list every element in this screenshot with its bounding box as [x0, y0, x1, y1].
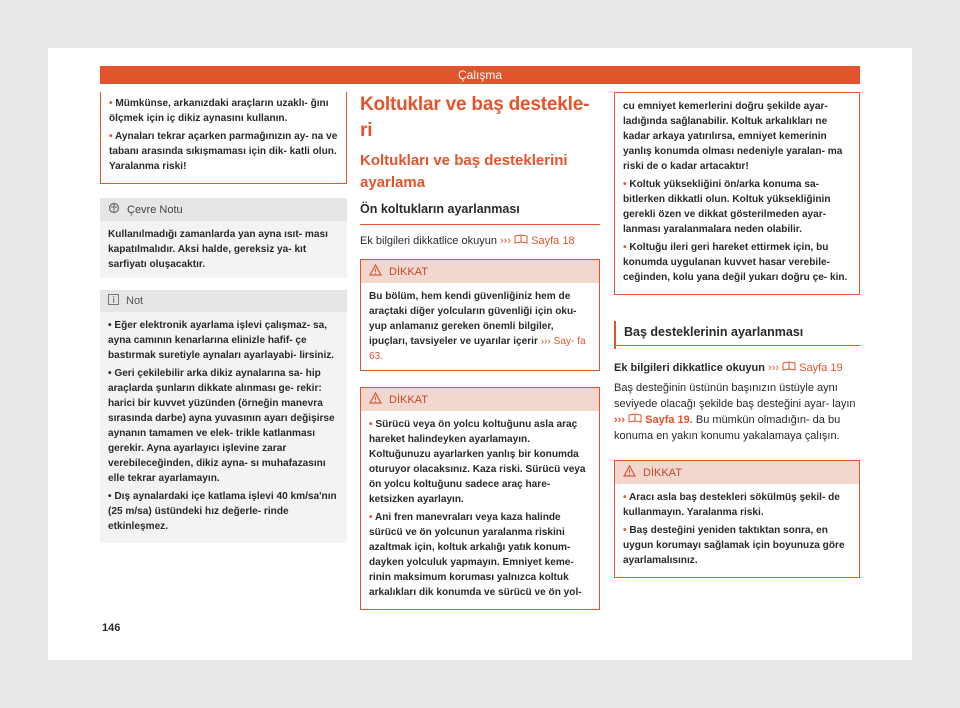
note-header	[100, 290, 347, 312]
list-item: • Aynaları tekrar açarken parmağınızın ay- na ve tabanı arasında sıkışmaması için dik- katli olun. Yaralanma riski!	[109, 131, 338, 172]
list-item: • Geri çekilebilir arka dikiz aynalarına sa- hip araçlarda şunların dikkate alınması ge- rekir: harici bir kuvvet yüzünden (örneğin manevra sırasında darbe) ayna yuvasının ayarı değişirse aynanın tamamen ve elek- trikle katlanması gerekir. Ayna ayarlayıcı işlevine zarar verebileceğinden, dikiz ayna- sı muhafazasını elle tekrar ayarlamayın.	[108, 368, 335, 484]
warning-text: Bu bölüm, hem kendi güvenliğiniz hem de araçtaki diğer yolcuların güvenliği için oku- yup anlamanız gereken önemli bilgiler, ipuçları, tavsiyeler ve uyarılar içerir ››› Say- fa 63.	[369, 291, 586, 362]
note-title: Not	[126, 295, 144, 307]
column-3	[614, 92, 860, 578]
environment-note-box	[100, 198, 347, 278]
reference-line: Ek bilgileri dikkatlice okuyun ››› Sayfa 18	[360, 235, 575, 247]
environment-note-header	[100, 198, 347, 221]
page-number: 146	[102, 622, 121, 634]
list-item: • Mümkünse, arkanızdaki araçların uzaklı- ğını ölçmek için iç dikiz aynasını kullanın.	[109, 98, 329, 124]
warning-triangle-icon	[369, 264, 382, 279]
environment-note-title: Çevre Notu	[127, 203, 183, 216]
warning-text: cu emniyet kemerlerini doğru şekilde ayar- ladığında sağlanabilir. Koltuk arkalıkları ne kadar arkaya yatırılırsa, emniyet kemerinin yanlış konumda olması nedeniyle yaralan- ma riski de o kadar artacaktır!	[623, 101, 843, 172]
warning-header	[615, 461, 859, 484]
section-title: Koltukları ve baş desteklerini ayarlama	[360, 152, 568, 191]
chapter-title: Koltuklar ve baş destekle- ri	[360, 94, 590, 141]
environment-note-text: Kullanılmadığı zamanlarda yan ayna ısıt- ması kapatılmalıdır. Aksi halde, gereksiz ya- kıt sarfiyatı oluşacaktır.	[108, 229, 328, 270]
reference-line: Ek bilgileri dikkatlice okuyun ››› Sayfa 19	[614, 362, 843, 374]
warning-triangle-icon	[369, 392, 382, 407]
page-reference-link[interactable]: Say- fa 63.	[369, 336, 586, 362]
warning-header	[361, 260, 599, 283]
list-item: • Baş desteğini yeniden taktıktan sonra, en uygun korumayı sağlamak için boyunuza göre ayarlamalısınız.	[623, 525, 845, 566]
body-paragraph: Baş desteğinin üstünün başınızın üstüyle aynı seviyede olacağı şekilde baş desteğini ayar- layın ››› Sayfa 19. Bu mümkün olmadığın- da bu konuma en yakın konumu yakalamaya çalışın.	[614, 382, 856, 442]
page-header: Çalışma	[100, 66, 860, 84]
warning-header	[361, 388, 599, 411]
list-item: • Sürücü veya ön yolcu koltuğunu asla araç hareket halindeyken ayarlamayın. Koltuğunuzu ayarlarken yanlış bir konumda oturuyor olacaksınız. Kaza riski. Sürücü veya ön yolcu koltuğunu sadece araç hare- ketsizken ayarlayın.	[369, 419, 586, 505]
info-icon	[108, 294, 119, 308]
page-reference-link[interactable]: Sayfa 19.	[645, 414, 693, 426]
subsection-title: Ön koltukların ayarlanması	[360, 194, 600, 225]
list-item: • Koltuk yüksekliğini ön/arka konuma sa- bitlerken dikkatli olun. Koltuk yüksekliğinin gerekli özen ve dikkat gösterilmeden ayar- lanması yaralanmalara neden olabilir.	[623, 179, 831, 235]
leaf-icon	[108, 202, 120, 217]
book-icon	[782, 360, 796, 376]
warning-triangle-icon	[623, 465, 636, 480]
list-item: • Aracı asla baş destekleri sökülmüş şekil- de kullanmayın. Yaralanma riski.	[623, 492, 840, 518]
column-1	[100, 92, 347, 543]
warning-title: DİKKAT	[389, 265, 428, 278]
column-2	[360, 92, 600, 610]
warning-box-continued	[614, 92, 860, 295]
warning-box	[360, 259, 600, 371]
list-item: • Eğer elektronik ayarlama işlevi çalışmaz- sa, ayna camının kenarlarına elinizle hafif- çe bastırmak suretiyle aynaları ayarlayabi- lirsiniz.	[108, 320, 335, 361]
page-reference-link[interactable]: Sayfa 18	[531, 235, 575, 247]
list-item: • Ani fren manevraları veya kaza halinde sürücü ve ön yolcunun yaralanma riskini azaltmak için, koltuk arkalığı yatık konum- dayken yolculuk yapmayın. Emniyet keme- rinin maksimum koruması yalnızca koltuk arkalıkları dik konumda ve sürücü ve ön yol-	[369, 512, 582, 598]
warning-title: DİKKAT	[389, 393, 428, 406]
warning-title: DİKKAT	[643, 466, 682, 479]
warning-box-continued	[100, 92, 347, 184]
list-item: • Dış aynalardaki içe katlama işlevi 40 km/sa'nın (25 m/sa) üstündeki hız değerle- rinde etkinleşmez.	[108, 491, 337, 532]
book-icon	[514, 233, 528, 249]
page-reference-link[interactable]: Sayfa 19	[799, 362, 843, 374]
warning-box	[360, 387, 600, 610]
list-item: • Koltuğu ileri geri hareket ettirmek için, bu konumda uygulanan kuvvet hasar verebile- ceğinden, kolu yana değil yukarı doğru çe- kin.	[623, 242, 848, 283]
book-icon	[628, 412, 642, 428]
note-box	[100, 290, 347, 543]
warning-box	[614, 460, 860, 578]
subsection-title: Baş desteklerinin ayarlanması	[614, 321, 860, 349]
